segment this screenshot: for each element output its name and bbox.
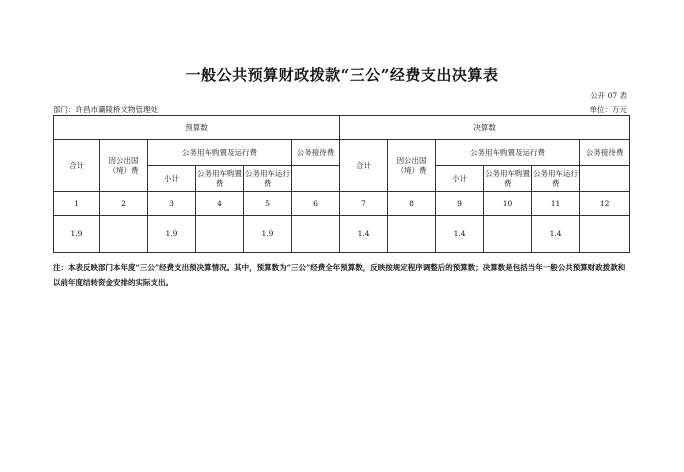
column-number: 8	[388, 192, 436, 216]
budget-abroad-header: 因公出国（境）费	[100, 140, 148, 192]
value-cell: 1.9	[54, 216, 100, 253]
column-number: 4	[196, 192, 244, 216]
expenditure-table	[53, 115, 630, 253]
page-title: 一般公共预算财政拨款“三公”经费支出决算表	[185, 66, 499, 84]
budget-reception-blank	[292, 166, 340, 192]
column-number: 10	[484, 192, 532, 216]
final-header: 决算数	[340, 116, 630, 140]
column-number: 6	[292, 192, 340, 216]
table-header-row	[54, 116, 630, 140]
budget-vehicle-header: 公务用车购置及运行费	[148, 140, 292, 166]
column-number: 7	[340, 192, 388, 216]
final-abroad-header: 因公出国（境）费	[388, 140, 436, 192]
table-row	[54, 216, 630, 253]
column-number: 1	[54, 192, 100, 216]
final-total-header: 合计	[340, 140, 388, 192]
final-vehicle-header: 公务用车购置及运行费	[436, 140, 580, 166]
budget-header: 预算数	[54, 116, 340, 140]
unit-label: 单位：万元	[589, 105, 627, 114]
final-reception-header: 公务接待费	[580, 140, 630, 166]
column-number: 11	[532, 192, 580, 216]
value-cell	[580, 216, 630, 253]
value-cell	[388, 216, 436, 253]
final-vehicle-purchase-header: 公务用车购置费	[484, 166, 532, 192]
value-cell: 1.9	[244, 216, 292, 253]
column-number: 2	[100, 192, 148, 216]
footnote: 注：本表反映部门本年度“三公”经费支出预决算情况。其中，预算数为“三公”经费全年预算数，反映按规定程序调整后的预算数；决算数是包括当年一般公共预算财政拨款和以前年度结转资金安排的实际支出。	[53, 263, 626, 287]
value-cell	[100, 216, 148, 253]
value-cell	[484, 216, 532, 253]
column-number: 9	[436, 192, 484, 216]
budget-vehicle-purchase-header: 公务用车购置费	[196, 166, 244, 192]
final-subtotal-header: 小计	[436, 166, 484, 192]
budget-total-header: 合计	[54, 140, 100, 192]
column-number: 12	[580, 192, 630, 216]
column-number-row	[54, 192, 630, 216]
value-cell: 1.4	[532, 216, 580, 253]
column-number: 5	[244, 192, 292, 216]
value-cell	[292, 216, 340, 253]
value-cell: 1.4	[340, 216, 388, 253]
final-reception-blank	[580, 166, 630, 192]
value-cell: 1.4	[436, 216, 484, 253]
value-cell	[196, 216, 244, 253]
table-header-row	[54, 140, 630, 166]
budget-subtotal-header: 小计	[148, 166, 196, 192]
column-number: 3	[148, 192, 196, 216]
budget-reception-header: 公务接待费	[292, 140, 340, 166]
value-cell: 1.9	[148, 216, 196, 253]
final-vehicle-operation-header: 公务用车运行费	[532, 166, 580, 192]
form-number: 公开 07 表	[590, 91, 627, 100]
department-label: 部门：许昌市灞陵桥文物管理处	[53, 105, 158, 114]
budget-vehicle-operation-header: 公务用车运行费	[244, 166, 292, 192]
